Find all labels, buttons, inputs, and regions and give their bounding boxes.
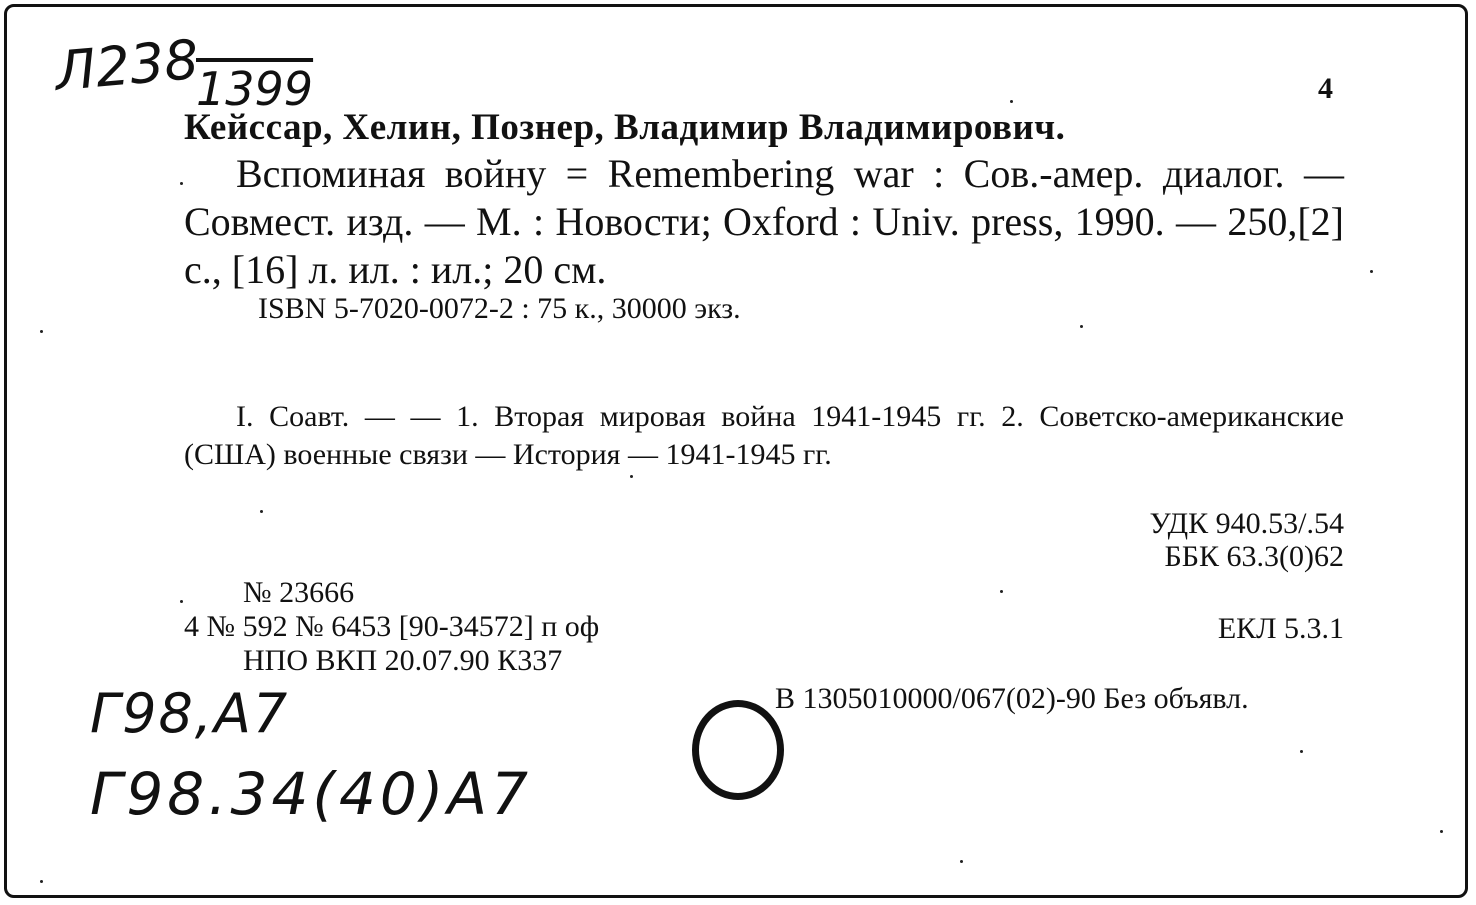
speck [1440,830,1443,833]
publication-code: В 1305010000/067(02)-90 Без объявл. [775,682,1249,715]
speck [40,880,43,883]
author-heading: Кейссар, Хелин, Познер, Владимир Владимирович. [184,107,1066,148]
order-number: № 23666 [243,576,355,609]
speck [1000,590,1003,593]
accession-number-alt-handwritten: 1399 [196,62,314,116]
speck [1300,750,1303,753]
ekl-code: ЕКЛ 5.3.1 [1217,612,1344,645]
speck [1010,100,1013,103]
speck [40,330,43,333]
call-number-handwritten-2: Г98.34(40)А7 [90,760,532,828]
title-description: Вспоминая войну = Remembering war : Сов.-амер. диалог. — Совмест. изд. — М. : Новости; Oxford : Univ. press, 1990. — 250,[2] с., [16] л. ил. : ил.; 20 см. [184,151,1344,292]
bbk-code: ББК 63.3(0)62 [1164,540,1344,573]
speck [180,600,183,603]
accession-number-handwritten: Л238 [52,27,202,104]
speck [1080,325,1083,328]
isbn-line: ISBN 5-7020-0072-2 : 75 к., 30000 экз. [258,292,741,325]
call-number-handwritten-1: Г98,А7 [90,682,290,745]
npo-line: НПО ВКП 20.07.90 К337 [243,644,563,677]
speck [960,860,963,863]
speck [1370,270,1373,273]
subject-headings: I. Соавт. — — 1. Вторая мировая война 1941-1945 гг. 2. Советско-американские (США) военные связи — История — 1941-1945 гг. [184,400,1344,471]
udk-code: УДК 940.53/.54 [1149,507,1344,540]
print-info: 4 № 592 № 6453 [90-34572] п оф [184,610,600,643]
corner-mark: 4 [1318,72,1333,105]
speck [180,182,183,185]
speck [260,510,263,513]
speck [630,475,633,478]
circle-mark [692,700,784,800]
